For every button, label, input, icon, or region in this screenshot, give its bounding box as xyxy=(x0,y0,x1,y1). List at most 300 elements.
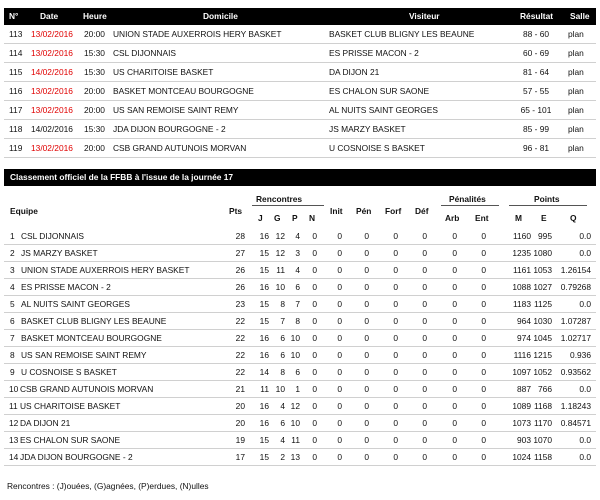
standing-team: U COSNOISE S BASKET xyxy=(21,367,117,377)
standing-pts: 26 xyxy=(235,282,245,292)
standing-m: 1183 xyxy=(512,299,531,309)
header-arb: Arb xyxy=(445,213,460,223)
standing-forf: 0 xyxy=(393,435,398,445)
standing-g: 8 xyxy=(280,367,285,377)
standing-init: 0 xyxy=(337,350,342,360)
standing-j: 15 xyxy=(259,452,269,462)
standing-def: 0 xyxy=(422,231,427,241)
match-domicile: UNION STADE AUXERROIS HERY BASKET xyxy=(113,29,282,39)
standing-arb: 0 xyxy=(452,452,457,462)
standing-rank: 13 xyxy=(9,435,19,445)
match-heure: 20:00 xyxy=(84,105,105,115)
standing-pts: 20 xyxy=(235,418,245,428)
match-salle[interactable]: plan xyxy=(568,29,584,39)
standing-rows xyxy=(4,228,596,466)
standing-forf: 0 xyxy=(393,316,398,326)
standing-rank: 2 xyxy=(10,248,15,258)
header-resultat: Résultat xyxy=(520,11,554,21)
standing-team: ES PRISSE MACON - 2 xyxy=(21,282,111,292)
match-resultat: 88 - 60 xyxy=(522,29,550,39)
standing-init: 0 xyxy=(337,248,342,258)
standing-forf: 0 xyxy=(393,231,398,241)
standing-team: US CHARITOISE BASKET xyxy=(20,401,121,411)
standing-row xyxy=(4,432,596,449)
standing-ent: 0 xyxy=(481,435,486,445)
standing-pen: 0 xyxy=(364,265,369,275)
header-salle: Salle xyxy=(570,11,590,21)
match-resultat: 81 - 64 xyxy=(522,67,550,77)
match-heure: 15:30 xyxy=(84,48,105,58)
standing-n: 0 xyxy=(312,350,317,360)
match-row xyxy=(4,120,596,139)
standing-p: 11 xyxy=(291,435,300,445)
header-rencontres: Rencontres xyxy=(256,194,303,204)
standing-row xyxy=(4,330,596,347)
standing-j: 11 xyxy=(260,384,269,394)
standing-ent: 0 xyxy=(481,452,486,462)
match-salle[interactable]: plan xyxy=(568,105,584,115)
standing-m: 1161 xyxy=(512,265,531,275)
standing-m: 1235 xyxy=(512,248,531,258)
standing-pen: 0 xyxy=(364,384,369,394)
match-salle[interactable]: plan xyxy=(568,67,584,77)
standing-team: US SAN REMOISE SAINT REMY xyxy=(21,350,147,360)
standing-ent: 0 xyxy=(481,265,486,275)
standing-init: 0 xyxy=(337,401,342,411)
standing-p: 10 xyxy=(290,333,300,343)
standing-pen: 0 xyxy=(364,418,369,428)
standing-g: 6 xyxy=(280,418,285,428)
match-visiteur: JS MARZY BASKET xyxy=(329,124,406,134)
header-q: Q xyxy=(570,213,577,223)
standing-p: 6 xyxy=(295,367,300,377)
standing-n: 0 xyxy=(312,384,317,394)
standing-def: 0 xyxy=(422,384,427,394)
match-visiteur: U COSNOISE S BASKET xyxy=(329,143,425,153)
standings-title: Classement officiel de la FFBB à l'issue de la journée 17 xyxy=(4,169,596,186)
match-num: 114 xyxy=(9,48,23,58)
standing-m: 1073 xyxy=(512,418,531,428)
standing-row xyxy=(4,381,596,398)
standing-q: 1.02717 xyxy=(560,333,591,343)
match-resultat: 65 - 101 xyxy=(520,105,552,115)
standing-def: 0 xyxy=(422,350,427,360)
standing-init: 0 xyxy=(337,282,342,292)
standing-n: 0 xyxy=(312,231,317,241)
standing-rank: 4 xyxy=(10,282,15,292)
standing-init: 0 xyxy=(337,265,342,275)
header-m: M xyxy=(515,213,522,223)
match-date: 14/02/2016 xyxy=(31,67,73,77)
standing-def: 0 xyxy=(422,248,427,258)
standing-def: 0 xyxy=(422,418,427,428)
standing-g: 10 xyxy=(275,384,285,394)
standing-forf: 0 xyxy=(393,384,398,394)
header-def: Déf xyxy=(415,206,429,216)
standing-pen: 0 xyxy=(364,248,369,258)
standing-ent: 0 xyxy=(481,299,486,309)
standing-arb: 0 xyxy=(452,265,457,275)
match-heure: 20:00 xyxy=(84,29,105,39)
standing-row xyxy=(4,398,596,415)
standing-n: 0 xyxy=(312,418,317,428)
standings-header xyxy=(4,186,596,228)
standing-e: 995 xyxy=(538,231,552,241)
standing-p: 3 xyxy=(295,248,300,258)
standing-q: 0.0 xyxy=(579,384,591,394)
standing-team: ES CHALON SUR SAONE xyxy=(20,435,121,445)
standing-g: 12 xyxy=(275,248,285,258)
standing-pen: 0 xyxy=(364,435,369,445)
standing-ent: 0 xyxy=(481,401,486,411)
standing-arb: 0 xyxy=(452,384,457,394)
standing-init: 0 xyxy=(337,384,342,394)
standing-pen: 0 xyxy=(364,367,369,377)
standing-q: 0.84571 xyxy=(560,418,591,428)
match-num: 113 xyxy=(9,29,23,39)
standing-q: 1.18243 xyxy=(560,401,591,411)
standing-forf: 0 xyxy=(393,418,398,428)
match-date: 14/02/2016 xyxy=(31,124,73,134)
standing-arb: 0 xyxy=(452,248,457,258)
standing-p: 4 xyxy=(295,231,300,241)
standing-n: 0 xyxy=(312,435,317,445)
standing-j: 14 xyxy=(259,367,269,377)
standing-rank: 10 xyxy=(9,384,19,394)
match-resultat: 60 - 69 xyxy=(522,48,550,58)
standing-team: BASKET CLUB BLIGNY LES BEAUNE xyxy=(21,316,167,326)
standing-def: 0 xyxy=(422,401,427,411)
standing-team: DA DIJON 21 xyxy=(20,418,71,428)
standing-q: 1.26154 xyxy=(560,265,591,275)
standing-row xyxy=(4,313,596,330)
header-num: N° xyxy=(9,11,19,21)
standing-p: 1 xyxy=(295,384,300,394)
standing-m: 1097 xyxy=(512,367,531,377)
standing-arb: 0 xyxy=(452,231,457,241)
standing-ent: 0 xyxy=(481,350,486,360)
match-salle[interactable]: plan xyxy=(568,124,584,134)
standing-init: 0 xyxy=(337,333,342,343)
standing-forf: 0 xyxy=(393,452,398,462)
standing-n: 0 xyxy=(312,248,317,258)
match-domicile: JDA DIJON BOURGOGNE - 2 xyxy=(113,124,226,134)
standing-arb: 0 xyxy=(452,367,457,377)
standing-init: 0 xyxy=(337,367,342,377)
standing-n: 0 xyxy=(312,452,317,462)
standing-init: 0 xyxy=(337,316,342,326)
penalites-underline xyxy=(441,205,499,206)
standing-n: 0 xyxy=(312,316,317,326)
header-equipe: Equipe xyxy=(10,206,38,216)
standing-row xyxy=(4,262,596,279)
standing-forf: 0 xyxy=(393,350,398,360)
standing-pts: 19 xyxy=(235,435,245,445)
standing-row xyxy=(4,347,596,364)
standing-def: 0 xyxy=(422,435,427,445)
header-forf: Forf xyxy=(385,206,402,216)
standing-m: 1160 xyxy=(512,231,531,241)
standing-g: 11 xyxy=(276,265,285,275)
standing-pts: 22 xyxy=(235,350,245,360)
standing-def: 0 xyxy=(422,316,427,326)
match-heure: 20:00 xyxy=(84,143,105,153)
match-domicile: US CHARITOISE BASKET xyxy=(113,67,214,77)
standing-pen: 0 xyxy=(364,452,369,462)
standing-team: BASKET MONTCEAU BOURGOGNE xyxy=(21,333,162,343)
standing-g: 7 xyxy=(280,316,285,326)
header-g: G xyxy=(274,213,281,223)
standing-q: 0.936 xyxy=(570,350,591,360)
match-visiteur: DA DIJON 21 xyxy=(329,67,380,77)
standing-pen: 0 xyxy=(364,316,369,326)
matches-header xyxy=(4,8,596,25)
header-visiteur: Visiteur xyxy=(409,11,440,21)
standing-def: 0 xyxy=(422,367,427,377)
standing-j: 16 xyxy=(259,418,269,428)
standing-ent: 0 xyxy=(481,384,486,394)
standing-pen: 0 xyxy=(364,401,369,411)
standing-pts: 23 xyxy=(235,299,245,309)
standing-n: 0 xyxy=(312,282,317,292)
standing-rank: 3 xyxy=(10,265,15,275)
standing-g: 4 xyxy=(280,435,285,445)
standing-g: 2 xyxy=(280,452,285,462)
standing-team: JDA DIJON BOURGOGNE - 2 xyxy=(20,452,133,462)
standing-p: 6 xyxy=(295,282,300,292)
standing-j: 15 xyxy=(259,316,269,326)
standing-p: 4 xyxy=(295,265,300,275)
standing-m: 1024 xyxy=(512,452,531,462)
match-num: 119 xyxy=(9,143,23,153)
standing-j: 16 xyxy=(259,231,269,241)
match-date: 13/02/2016 xyxy=(31,143,73,153)
standing-ent: 0 xyxy=(481,282,486,292)
standing-pts: 17 xyxy=(235,452,245,462)
standing-arb: 0 xyxy=(452,350,457,360)
match-num: 116 xyxy=(9,86,23,96)
standing-p: 8 xyxy=(295,316,300,326)
standing-arb: 0 xyxy=(452,435,457,445)
standing-g: 8 xyxy=(280,299,285,309)
standing-m: 887 xyxy=(517,384,531,394)
standing-m: 974 xyxy=(517,333,531,343)
matches-table xyxy=(4,8,596,158)
standing-q: 1.07287 xyxy=(560,316,591,326)
standing-q: 0.0 xyxy=(579,435,591,445)
standing-rank: 1 xyxy=(10,231,15,241)
header-e: E xyxy=(541,213,547,223)
standing-q: 0.0 xyxy=(579,248,591,258)
standing-forf: 0 xyxy=(393,282,398,292)
match-resultat: 96 - 81 xyxy=(522,143,550,153)
header-heure: Heure xyxy=(83,11,107,21)
standing-n: 0 xyxy=(312,299,317,309)
standing-rank: 11 xyxy=(9,401,18,411)
match-heure: 15:30 xyxy=(84,124,105,134)
match-heure: 20:00 xyxy=(84,86,105,96)
match-date: 13/02/2016 xyxy=(31,105,73,115)
standing-init: 0 xyxy=(337,299,342,309)
standing-p: 12 xyxy=(290,401,300,411)
match-row xyxy=(4,25,596,44)
match-domicile: CSB GRAND AUTUNOIS MORVAN xyxy=(113,143,247,153)
standing-e: 1070 xyxy=(533,435,552,445)
standing-rank: 9 xyxy=(10,367,15,377)
standing-forf: 0 xyxy=(393,333,398,343)
standing-j: 15 xyxy=(259,299,269,309)
standing-row xyxy=(4,228,596,245)
header-j: J xyxy=(258,213,263,223)
standing-pts: 22 xyxy=(235,333,245,343)
standing-q: 0.93562 xyxy=(560,367,591,377)
standing-arb: 0 xyxy=(452,418,457,428)
standing-e: 766 xyxy=(538,384,552,394)
standing-team: UNION STADE AUXERROIS HERY BASKET xyxy=(21,265,190,275)
standing-m: 903 xyxy=(517,435,531,445)
match-domicile: CSL DIJONNAIS xyxy=(113,48,176,58)
match-date: 13/02/2016 xyxy=(31,29,73,39)
standing-ent: 0 xyxy=(481,231,486,241)
match-row xyxy=(4,139,596,158)
header-date: Date xyxy=(40,11,59,21)
standings-table xyxy=(4,169,596,466)
standing-j: 15 xyxy=(259,248,269,258)
standing-e: 1158 xyxy=(533,452,552,462)
header-init: Init xyxy=(330,206,343,216)
standing-row xyxy=(4,245,596,262)
match-num: 117 xyxy=(9,105,23,115)
standing-pen: 0 xyxy=(364,350,369,360)
standing-j: 16 xyxy=(259,350,269,360)
match-resultat: 57 - 55 xyxy=(522,86,550,96)
standing-m: 1089 xyxy=(512,401,531,411)
legend-text: Rencontres : (J)ouées, (G)agnées, (P)erdues, (N)ulles xyxy=(7,481,209,491)
match-row xyxy=(4,44,596,63)
standing-pts: 22 xyxy=(235,316,245,326)
standing-p: 10 xyxy=(290,350,300,360)
standing-g: 10 xyxy=(275,282,285,292)
match-row xyxy=(4,82,596,101)
standing-row xyxy=(4,449,596,466)
standing-ent: 0 xyxy=(481,333,486,343)
standing-p: 13 xyxy=(290,452,300,462)
standing-init: 0 xyxy=(337,452,342,462)
standing-g: 12 xyxy=(275,231,285,241)
points-underline xyxy=(509,205,587,206)
standing-def: 0 xyxy=(422,282,427,292)
standing-q: 0.0 xyxy=(579,452,591,462)
standing-arb: 0 xyxy=(452,299,457,309)
standing-g: 6 xyxy=(280,350,285,360)
standing-e: 1052 xyxy=(533,367,552,377)
match-date: 13/02/2016 xyxy=(31,48,73,58)
standing-ent: 0 xyxy=(481,367,486,377)
standing-e: 1215 xyxy=(533,350,552,360)
standing-j: 16 xyxy=(259,333,269,343)
standing-team: AL NUITS SAINT GEORGES xyxy=(21,299,130,309)
match-visiteur: ES PRISSE MACON - 2 xyxy=(329,48,419,58)
standing-pen: 0 xyxy=(364,299,369,309)
standing-ent: 0 xyxy=(481,248,486,258)
rencontres-underline xyxy=(252,205,324,206)
standing-j: 15 xyxy=(259,435,269,445)
standing-g: 6 xyxy=(280,333,285,343)
header-ent: Ent xyxy=(475,213,489,223)
match-num: 115 xyxy=(9,67,23,77)
standing-row xyxy=(4,279,596,296)
standing-forf: 0 xyxy=(393,248,398,258)
standing-pts: 22 xyxy=(235,367,245,377)
standing-e: 1053 xyxy=(533,265,552,275)
standing-arb: 0 xyxy=(452,401,457,411)
standing-ent: 0 xyxy=(481,418,486,428)
standing-m: 1088 xyxy=(512,282,531,292)
standing-e: 1030 xyxy=(533,316,552,326)
header-n: N xyxy=(309,213,316,223)
match-rows xyxy=(4,25,596,158)
standing-e: 1080 xyxy=(533,248,552,258)
match-date: 13/02/2016 xyxy=(31,86,73,96)
standing-g: 4 xyxy=(280,401,285,411)
match-visiteur: AL NUITS SAINT GEORGES xyxy=(329,105,438,115)
match-row xyxy=(4,101,596,120)
standing-pts: 27 xyxy=(235,248,245,258)
standing-e: 1027 xyxy=(533,282,552,292)
standing-pen: 0 xyxy=(364,231,369,241)
standing-e: 1045 xyxy=(533,333,552,343)
standing-e: 1170 xyxy=(533,418,552,428)
match-row xyxy=(4,63,596,82)
standing-p: 10 xyxy=(290,418,300,428)
standing-j: 16 xyxy=(259,401,269,411)
standing-rank: 8 xyxy=(10,350,15,360)
standing-team: CSB GRAND AUTUNOIS MORVAN xyxy=(20,384,154,394)
match-num: 118 xyxy=(9,124,23,134)
standing-rank: 14 xyxy=(9,452,19,462)
standing-m: 1116 xyxy=(513,350,531,360)
match-heure: 15:30 xyxy=(84,67,105,77)
standing-row xyxy=(4,364,596,381)
standing-pen: 0 xyxy=(364,282,369,292)
standing-rank: 12 xyxy=(9,418,19,428)
standing-def: 0 xyxy=(422,452,427,462)
standing-q: 0.0 xyxy=(579,231,591,241)
standing-forf: 0 xyxy=(393,265,398,275)
standing-n: 0 xyxy=(312,401,317,411)
standing-def: 0 xyxy=(422,299,427,309)
match-visiteur: BASKET CLUB BLIGNY LES BEAUNE xyxy=(329,29,475,39)
standing-rank: 7 xyxy=(10,333,15,343)
standing-m: 964 xyxy=(517,316,531,326)
standing-q: 0.0 xyxy=(579,299,591,309)
header-p: P xyxy=(292,213,298,223)
match-salle[interactable]: plan xyxy=(568,86,584,96)
standing-forf: 0 xyxy=(393,299,398,309)
standing-init: 0 xyxy=(337,418,342,428)
standing-pts: 20 xyxy=(235,401,245,411)
standing-init: 0 xyxy=(337,231,342,241)
standing-team: CSL DIJONNAIS xyxy=(21,231,84,241)
standing-j: 15 xyxy=(259,265,269,275)
match-salle[interactable]: plan xyxy=(568,48,584,58)
standing-rank: 5 xyxy=(10,299,15,309)
match-salle[interactable]: plan xyxy=(568,143,584,153)
standing-n: 0 xyxy=(312,367,317,377)
header-pen: Pén xyxy=(356,206,372,216)
standing-pts: 26 xyxy=(235,265,245,275)
standing-j: 16 xyxy=(259,282,269,292)
